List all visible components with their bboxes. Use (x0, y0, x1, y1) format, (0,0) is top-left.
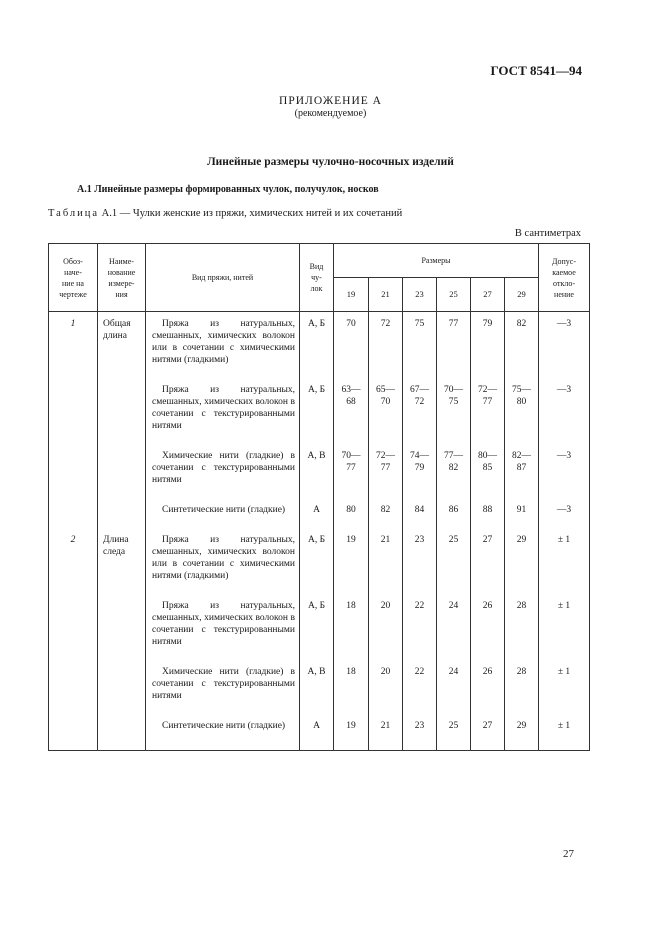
cell-size: 21 (369, 534, 403, 600)
cell-size: 20 (369, 666, 403, 720)
cell-kind: А (300, 504, 334, 534)
cell-size: 25 (437, 720, 471, 751)
cell-yarn-text: Пряжа из натуральных, смешанных, химических волокон или в сочетании с химическими нитями (гладкими) (152, 319, 295, 365)
subsection-heading: А.1 Линейные размеры формированных чулок, получулок, носков (77, 184, 379, 195)
cell-size: 27 (471, 534, 505, 600)
cell-size: 72— 77 (471, 384, 505, 450)
table-row (49, 534, 590, 600)
cell-tolerance: —3 (539, 384, 590, 450)
cell-yarn (146, 312, 300, 385)
cell-designation (49, 666, 98, 720)
table-caption-text: А.1 — Чулки женские из пряжи, химических нитей и их сочетаний (99, 208, 403, 219)
page-number: 27 (563, 848, 574, 860)
cell-tolerance: ± 1 (539, 666, 590, 720)
cell-tolerance: ± 1 (539, 600, 590, 666)
cell-designation: 2 (49, 534, 98, 600)
cell-yarn-text: Химические нити (гладкие) в сочетании с текстурированными нитями (152, 667, 295, 701)
cell-name (98, 450, 146, 504)
appendix-subtitle: (рекомендуемое) (294, 108, 367, 119)
cell-designation (49, 504, 98, 534)
cell-size: 88 (471, 504, 505, 534)
header-name: Наиме- нование измере- ния (98, 244, 146, 312)
cell-size: 23 (403, 720, 437, 751)
cell-size: 28 (505, 666, 539, 720)
table-header-row (49, 244, 590, 278)
cell-size: 29 (505, 534, 539, 600)
cell-size: 23 (403, 534, 437, 600)
cell-size: 28 (505, 600, 539, 666)
cell-designation (49, 450, 98, 504)
cell-yarn (146, 534, 300, 600)
header-sizes: Размеры (334, 244, 539, 278)
cell-size: 19 (334, 720, 369, 751)
header-yarn: Вид пряжи, нитей (146, 244, 300, 312)
cell-kind: А, В (300, 450, 334, 504)
cell-size: 26 (471, 666, 505, 720)
header-size: 19 (334, 278, 369, 312)
cell-name (98, 384, 146, 450)
cell-size: 22 (403, 666, 437, 720)
header-size: 21 (369, 278, 403, 312)
cell-size: 24 (437, 666, 471, 720)
cell-size: 91 (505, 504, 539, 534)
cell-size: 84 (403, 504, 437, 534)
cell-size: 26 (471, 600, 505, 666)
table-caption (48, 208, 402, 219)
cell-yarn-text: Пряжа из натуральных, смешанных, химических волокон или в сочетании с химическими нитями (гладкими) (152, 535, 295, 581)
header-tolerance: Допус- каемое откло- нение (539, 244, 590, 312)
cell-size: 79 (471, 312, 505, 385)
header-kind: Вид чу- лок (300, 244, 334, 312)
cell-size: 19 (334, 534, 369, 600)
header-size: 23 (403, 278, 437, 312)
section-heading: Линейные размеры чулочно-носочных изделий (207, 156, 454, 168)
cell-size: 72 (369, 312, 403, 385)
cell-name: Общая длина (98, 312, 146, 385)
table-row (49, 504, 590, 534)
cell-size: 82 (505, 312, 539, 385)
header-size: 25 (437, 278, 471, 312)
cell-name (98, 720, 146, 751)
table-row (49, 666, 590, 720)
table-row (49, 600, 590, 666)
cell-size: 24 (437, 600, 471, 666)
cell-designation: 1 (49, 312, 98, 385)
table-row (49, 312, 590, 385)
table-caption-prefix: Таблица (48, 208, 100, 219)
cell-kind: А, Б (300, 312, 334, 385)
cell-size: 75— 80 (505, 384, 539, 450)
cell-size: 80 (334, 504, 369, 534)
cell-size: 63— 68 (334, 384, 369, 450)
cell-yarn-text: Синтетические нити (гладкие) (162, 721, 286, 731)
cell-size: 77— 82 (437, 450, 471, 504)
table-row (49, 384, 590, 450)
cell-size: 82 (369, 504, 403, 534)
cell-yarn (146, 384, 300, 450)
cell-name (98, 504, 146, 534)
cell-size: 86 (437, 504, 471, 534)
cell-yarn (146, 720, 300, 751)
cell-kind: А, Б (300, 600, 334, 666)
standard-number: ГОСТ 8541—94 (490, 63, 582, 78)
cell-size: 65— 70 (369, 384, 403, 450)
cell-yarn-text: Химические нити (гладкие) в сочетании с текстурированными нитями (152, 451, 295, 485)
cell-designation (49, 600, 98, 666)
cell-size: 72— 77 (369, 450, 403, 504)
table-row (49, 720, 590, 751)
cell-yarn-text: Пряжа из натуральных, смешанных, химических волокон в сочетании с текстурированными нитями (152, 601, 295, 647)
cell-size: 75 (403, 312, 437, 385)
cell-size: 18 (334, 600, 369, 666)
cell-kind: А, Б (300, 534, 334, 600)
cell-size: 70 (334, 312, 369, 385)
cell-tolerance: —3 (539, 504, 590, 534)
cell-size: 20 (369, 600, 403, 666)
dimensions-table (48, 243, 590, 751)
cell-designation (49, 720, 98, 751)
appendix-title: ПРИЛОЖЕНИЕ А (279, 95, 382, 107)
cell-size: 27 (471, 720, 505, 751)
cell-size: 70— 77 (334, 450, 369, 504)
cell-kind: А, В (300, 666, 334, 720)
header-size: 27 (471, 278, 505, 312)
cell-tolerance: —3 (539, 450, 590, 504)
cell-size: 67— 72 (403, 384, 437, 450)
table-row (49, 450, 590, 504)
cell-yarn (146, 504, 300, 534)
cell-yarn (146, 666, 300, 720)
cell-size: 29 (505, 720, 539, 751)
cell-designation (49, 384, 98, 450)
cell-size: 18 (334, 666, 369, 720)
cell-size: 25 (437, 534, 471, 600)
cell-size: 70— 75 (437, 384, 471, 450)
header-size: 29 (505, 278, 539, 312)
cell-kind: А (300, 720, 334, 751)
cell-kind: А, Б (300, 384, 334, 450)
cell-tolerance: —3 (539, 312, 590, 385)
cell-size: 82— 87 (505, 450, 539, 504)
cell-size: 22 (403, 600, 437, 666)
units-label: В сантиметрах (514, 228, 581, 239)
cell-tolerance: ± 1 (539, 720, 590, 751)
cell-size: 77 (437, 312, 471, 385)
cell-size: 74— 79 (403, 450, 437, 504)
cell-yarn-text: Пряжа из натуральных, смешанных, химических волокон в сочетании с текстурированными нитями (152, 385, 295, 431)
cell-size: 21 (369, 720, 403, 751)
header-designation: Обоз- наче- ние на чертеже (49, 244, 98, 312)
cell-yarn (146, 450, 300, 504)
cell-yarn-text: Синтетические нити (гладкие) (162, 505, 286, 515)
cell-name (98, 666, 146, 720)
cell-name: Длина следа (98, 534, 146, 600)
cell-size: 80— 85 (471, 450, 505, 504)
cell-name (98, 600, 146, 666)
cell-yarn (146, 600, 300, 666)
cell-tolerance: ± 1 (539, 534, 590, 600)
